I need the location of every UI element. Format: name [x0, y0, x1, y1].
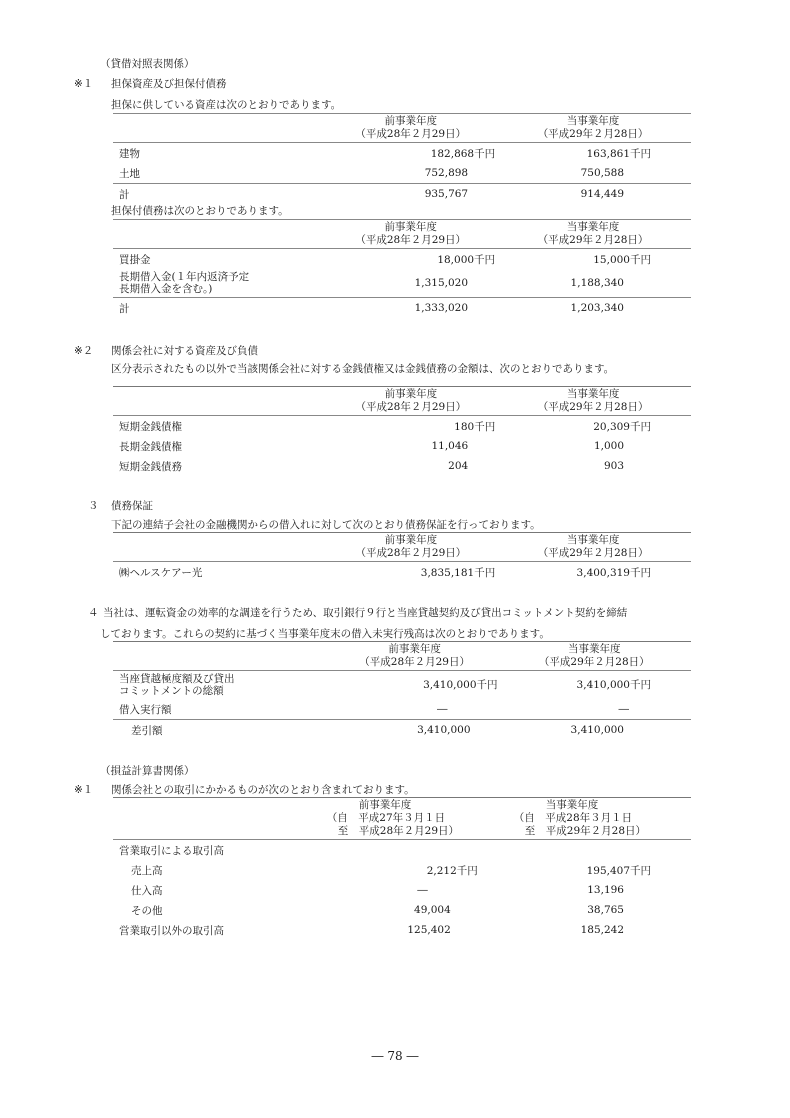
table-row: ㈱ヘルスケアー光 3,835,181千円 3,400,319千円 [119, 566, 651, 579]
table-row: その他 49,004 38,765 [131, 904, 624, 917]
table-row: 土地 752,898 750,588 [113, 163, 691, 184]
note-mark: ※１ [74, 78, 94, 90]
table-row: 長期借入金(１年内返済予定 長期借入金を含む。) 1,315,020 1,188,340 [113, 269, 691, 298]
column-header-prev: 前事業年度 （平成28年２月29日） [355, 388, 467, 413]
note-text-line2: しております。これらの契約に基づく当事業年度末の借入未実行残高は次のとおりであります。 [100, 628, 550, 640]
note-mark: ４ [88, 607, 99, 619]
page-number: ― 78 ― [371, 1049, 419, 1063]
section-title-income-statement: （損益計算書関係） [100, 765, 195, 777]
note-heading: 関係会社に対する資産及び負債 [111, 345, 258, 357]
column-header-prev: 前事業年度 （平成28年２月29日） [355, 534, 467, 559]
section-title-balance-sheet: （貸借対照表関係） [100, 58, 195, 70]
table-row-total: 差引額 3,410,000 3,410,000 [131, 724, 624, 737]
note-heading: 関係会社との取引にかかるものが次のとおり含まれております。 [111, 784, 415, 796]
column-header-curr: 当事業年度 （平成29年２月28日） [537, 221, 649, 246]
debt-guarantee-table [113, 532, 691, 582]
table-row: 短期金銭債務 204 903 [119, 460, 624, 473]
secured-liabilities-table [113, 219, 691, 318]
table-row: 営業取引以外の取引高 125,402 185,242 [119, 924, 624, 937]
table-row-total: 計 1,333,020 1,203,340 [119, 302, 624, 315]
column-header-curr: 当事業年度 （自 平成28年３月１日 至 平成29年２月28日） [513, 799, 647, 837]
commitment-line-table [113, 641, 691, 740]
note-intro: 区分表示されたもの以外で当該関係会社に対する金銭債権又は金銭債務の金額は、次のとおりであります。 [111, 363, 615, 375]
column-header-curr: 当事業年度 （平成29年２月28日） [537, 388, 649, 413]
related-company-table [113, 386, 691, 476]
table-row: 営業取引による取引高 [119, 844, 224, 857]
note-intro: 下記の連結子会社の金融機関からの借入れに対して次のとおり債務保証を行っております。 [111, 519, 541, 531]
column-header-prev: 前事業年度 （自 平成27年３月１日 至 平成28年２月29日） [326, 799, 460, 837]
table-row: 当座貸越極度額及び貸出 コミットメントの総額 3,410,000千円 3,410,000千円 [119, 673, 651, 697]
column-header-prev: 前事業年度 （平成28年２月29日） [355, 221, 467, 246]
column-header-curr: 当事業年度 （平成29年２月28日） [537, 534, 649, 559]
table-header-row [113, 220, 691, 249]
collateral-assets-table [113, 113, 691, 204]
note-intro: 担保付債務は次のとおりであります。 [111, 205, 289, 217]
table-row: 建物 182,868千円 163,861千円 [119, 147, 651, 160]
note-mark: ※１ [74, 784, 94, 796]
column-header-curr: 当事業年度 （平成29年２月28日） [538, 643, 650, 668]
table-row: 長期金銭債権 11,046 1,000 [119, 440, 624, 453]
column-header-prev: 前事業年度 （平成28年２月29日） [359, 643, 470, 668]
related-transactions-table [113, 797, 691, 940]
note-mark: ３ [88, 500, 99, 512]
table-row: 買掛金 18,000千円 15,000千円 [119, 253, 651, 266]
note-text-line1: 当社は、運転資金の効率的な調達を行うため、取引銀行９行と当座貸越契約及び貸出コミットメント契約を締結 [103, 607, 628, 619]
table-header-row [113, 114, 691, 143]
table-header-row [113, 642, 691, 671]
table-row-total: 計 935,767 914,449 [119, 188, 624, 201]
table-row: 短期金銭債権 180千円 20,309千円 [119, 420, 651, 433]
note-heading: 債務保証 [111, 500, 153, 512]
table-header-row [113, 798, 691, 840]
column-header-curr: 当事業年度 （平成29年２月28日） [537, 115, 649, 140]
table-row: 借入実行額 ― ― [113, 699, 691, 720]
table-header-row [113, 533, 691, 562]
table-header-row [113, 387, 691, 416]
column-header-prev: 前事業年度 （平成28年２月29日） [355, 115, 467, 140]
note-heading: 担保資産及び担保付債務 [111, 78, 227, 90]
note-intro: 担保に供している資産は次のとおりであります。 [111, 99, 342, 111]
note-mark: ※２ [74, 345, 94, 357]
table-row: 仕入高 ― 13,196 [131, 884, 624, 897]
table-row: 売上高 2,212千円 195,407千円 [131, 864, 651, 877]
